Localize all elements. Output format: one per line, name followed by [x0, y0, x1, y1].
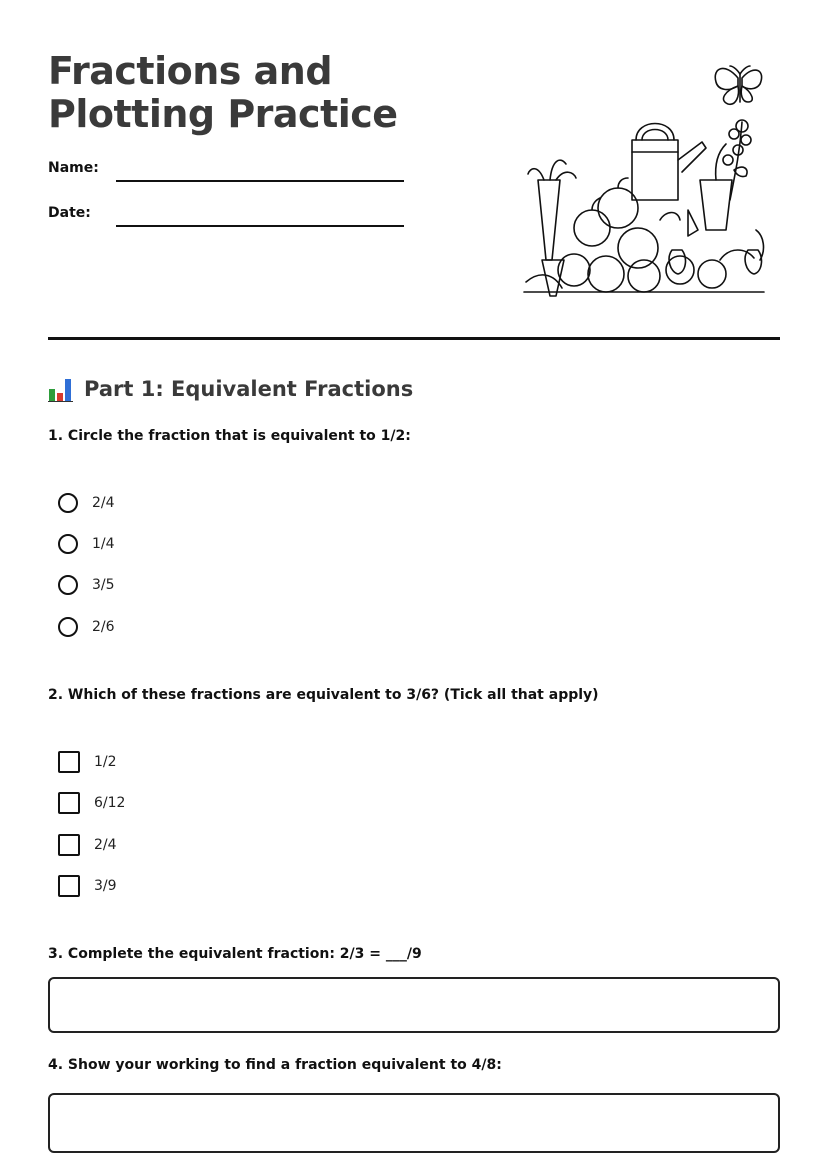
page-title: Fractions and Plotting Practice [48, 49, 398, 136]
q3-answer-box[interactable] [48, 977, 780, 1033]
checkbox[interactable] [58, 751, 80, 773]
radio-button[interactable] [58, 534, 78, 554]
radio-button[interactable] [58, 575, 78, 595]
checkbox[interactable] [58, 792, 80, 814]
q1-option-2[interactable] [58, 531, 115, 557]
date-line[interactable] [116, 225, 404, 227]
q2-option-2[interactable] [58, 790, 125, 816]
radio-button[interactable] [58, 617, 78, 637]
name-label: Name: [48, 160, 99, 176]
butterfly-icon [715, 66, 761, 104]
bar-chart-icon [48, 376, 74, 402]
name-line[interactable] [116, 180, 404, 182]
q2-option-1[interactable] [58, 749, 117, 775]
part1-heading-text: Part 1: Equivalent Fractions [84, 377, 414, 401]
q2-option-3[interactable] [58, 832, 117, 858]
radio-button[interactable] [58, 493, 78, 513]
q2-option-2-label: 6/12 [94, 795, 126, 811]
checkbox[interactable] [58, 875, 80, 897]
q4-answer-box[interactable] [48, 1093, 780, 1153]
q1-option-3-label: 3/5 [92, 577, 115, 593]
question-2-text: 2. Which of these fractions are equivalent to 3/6? (Tick all that apply) [48, 687, 599, 703]
section-divider [48, 337, 780, 340]
q1-option-4[interactable] [58, 614, 115, 640]
question-4-text: 4. Show your working to find a fraction equivalent to 4/8: [48, 1057, 502, 1073]
q1-option-2-label: 1/4 [92, 536, 115, 552]
q2-option-3-label: 2/4 [94, 837, 117, 853]
q1-option-1[interactable] [58, 490, 115, 516]
date-label: Date: [48, 205, 91, 221]
q1-option-1-label: 2/4 [92, 495, 115, 511]
checkbox[interactable] [58, 834, 80, 856]
q1-option-4-label: 2/6 [92, 619, 115, 635]
q2-option-4[interactable] [58, 873, 117, 899]
question-3-text: 3. Complete the equivalent fraction: 2/3 = ___/9 [48, 946, 422, 962]
part1-heading [48, 373, 413, 405]
garden-illustration [520, 60, 768, 300]
question-1-text: 1. Circle the fraction that is equivalent to 1/2: [48, 428, 411, 444]
q2-option-4-label: 3/9 [94, 878, 117, 894]
q1-option-3[interactable] [58, 572, 115, 598]
q2-option-1-label: 1/2 [94, 754, 117, 770]
